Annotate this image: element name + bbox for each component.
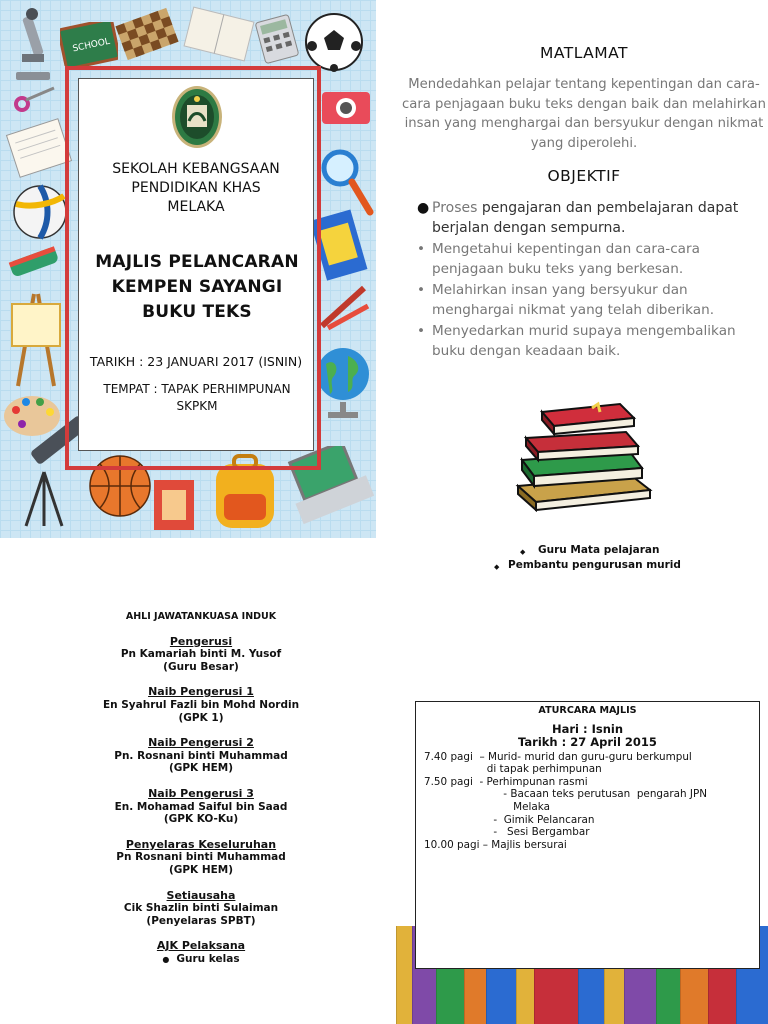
objektif-item-text: pengajaran dan pembelajaran dapat berjalan dengan sempurna. [432,200,739,236]
objektif-item: • Melahirkan insan yang bersyukur dan menghargai nikmat yang telah diberikan. [417,282,715,318]
programme-day: Hari : Isnin [551,721,624,736]
member-post: (Penyelaras SPBT) [146,914,256,927]
event-venue: TEMPAT : TAPAK PERHIMPUNAN SKPKM [103,382,291,413]
schedule-line: - Sesi Bergambar [424,826,590,839]
helpers-list [488,543,708,572]
programme-box [415,701,760,969]
helper-item-text: Guru Mata pelajaran [538,544,660,556]
school-name-line: MELAKA [167,199,225,215]
objektif-item-text: Menyedarkan murid supaya mengembalikan buku dengan keadaan baik. [432,323,736,359]
cover-panel [0,0,376,538]
pencil-case-icon [6,242,62,282]
programme-title: ATURCARA MAJLIS [538,705,637,716]
committee-title: AHLI JAWATANKUASA INDUK [125,611,277,622]
schedule-line: di tapak perhimpunan [424,763,602,776]
helper-item: ◆ Guru Mata pelajaran [520,544,660,556]
committee-member [60,788,342,826]
objektif-item-text: Mengetahui kepentingan dan cara-cara penjagaan buku teks yang berkesan. [432,241,700,277]
member-post: (GPK KO-Ku) [163,813,239,826]
member-post: (GPK HEM) [168,863,234,876]
schedule-line: - Bacaan teks perutusan pengarah JPN [424,788,707,801]
school-name-line: SEKOLAH KEBANGSAAN [112,161,280,177]
member-role: Naib Pengerusi 1 [148,685,254,699]
objektif-item: ● Proses pengajaran dan pembelajaran dapat berjalan dengan sempurna. [417,200,739,236]
committee-member [60,686,342,724]
member-name: En Syahrul Fazli bin Mohd Nordin [102,698,300,711]
member-post: (GPK 1) [178,711,224,724]
member-post: (Guru Besar) [163,660,239,673]
committee-pelaksana [60,940,342,965]
pelaksana-item: ● Guru kelas [162,952,240,965]
schedule-line: 10.00 pagi – Majlis bersurai [424,838,567,851]
programme-date: Tarikh : 27 April 2015 [518,735,657,750]
programme-schedule [416,751,759,852]
member-name: Pn. Rosnani binti Muhammad [114,749,288,762]
volleyball-icon [12,184,68,240]
member-role: Naib Pengerusi 2 [148,736,254,750]
member-name: Cik Shazlin binti Sulaiman [123,902,279,915]
book-stack-icon [512,398,654,512]
member-role: AJK Pelaksana [156,939,246,953]
event-title [83,250,311,325]
committee-section [60,611,342,978]
cover-card [78,78,314,451]
schedule-line: Melaka [424,800,550,813]
objektif-list [414,198,762,362]
objektif-item-lead: Proses [432,200,482,216]
matlamat-heading: MATLAMAT [539,44,629,62]
committee-member [60,839,342,877]
helper-item: ◆ Pembantu pengurusan murid [494,558,681,571]
objektif-heading: OBJEKTIF [547,167,621,185]
member-name: Pn Kamariah binti M. Yusof [120,648,282,661]
soccer-ball-icon [304,12,364,72]
member-role: Pengerusi [169,634,233,648]
member-name: Pn Rosnani binti Muhammad [116,851,286,864]
notebook-icon [4,118,74,178]
event-title-line: KEMPEN SAYANGI [111,277,283,297]
event-title-line: BUKU TEKS [142,302,252,322]
member-role: Naib Pengerusi 3 [148,786,254,800]
camera-icon [320,84,372,126]
objektif-item: • Mengetahui kepentingan dan cara-cara penjagaan buku teks yang berkesan. [417,241,700,277]
chessboard-icon [112,6,182,62]
red-book-icon [150,476,200,534]
member-role: Penyelaras Keseluruhan [125,837,277,851]
svg-text:SCHOOL: SCHOOL [71,36,111,55]
pelaksana-item-text: Guru kelas [176,952,240,965]
event-title-line: MAJLIS PELANCARAN [95,252,299,272]
chalkboard-icon [60,22,118,66]
event-date: TARIKH : 23 JANUARI 2017 (ISNIN) [89,354,303,369]
objektif-item-text: Melahirkan insan yang bersyukur dan menghargai nikmat yang telah diberikan. [432,282,715,318]
paintbrush-icon [318,282,374,332]
helper-item-text: Pembantu pengurusan murid [508,558,681,571]
committee-member [60,636,342,674]
schedule-line: 7.40 pagi – Murid- murid dan guru-guru berkumpul [424,750,692,763]
member-role: Setiausaha [166,888,236,902]
school-name-line: PENDIDIKAN KHAS [131,180,261,196]
scissors-icon [14,84,58,114]
school-name [79,160,313,217]
objektif-item: • Menyedarkan murid supaya mengembalikan buku dengan keadaan baik. [417,323,736,359]
open-book-icon [182,2,256,66]
member-post: (GPK HEM) [168,762,234,775]
member-name: En. Mohamad Saiful bin Saad [114,800,288,813]
schedule-line: 7.50 pagi - Perhimpunan rasmi [424,775,588,788]
globe-icon [314,346,372,422]
matlamat-text: Mendedahkan pelajar tentang kepentingan dan cara-cara penjagaan buku teks dengan baik dan melahirkan insan yang menghargai dan bersyukur dengan nikmat yang diperolehi. [402,77,766,151]
easel-icon [4,288,70,388]
school-crest-logo [171,85,223,149]
committee-member [60,737,342,775]
calculator-icon [254,14,300,64]
committee-member [60,890,342,928]
schedule-line: - Gimik Pelancaran [424,813,595,826]
microscope-icon [8,6,58,86]
